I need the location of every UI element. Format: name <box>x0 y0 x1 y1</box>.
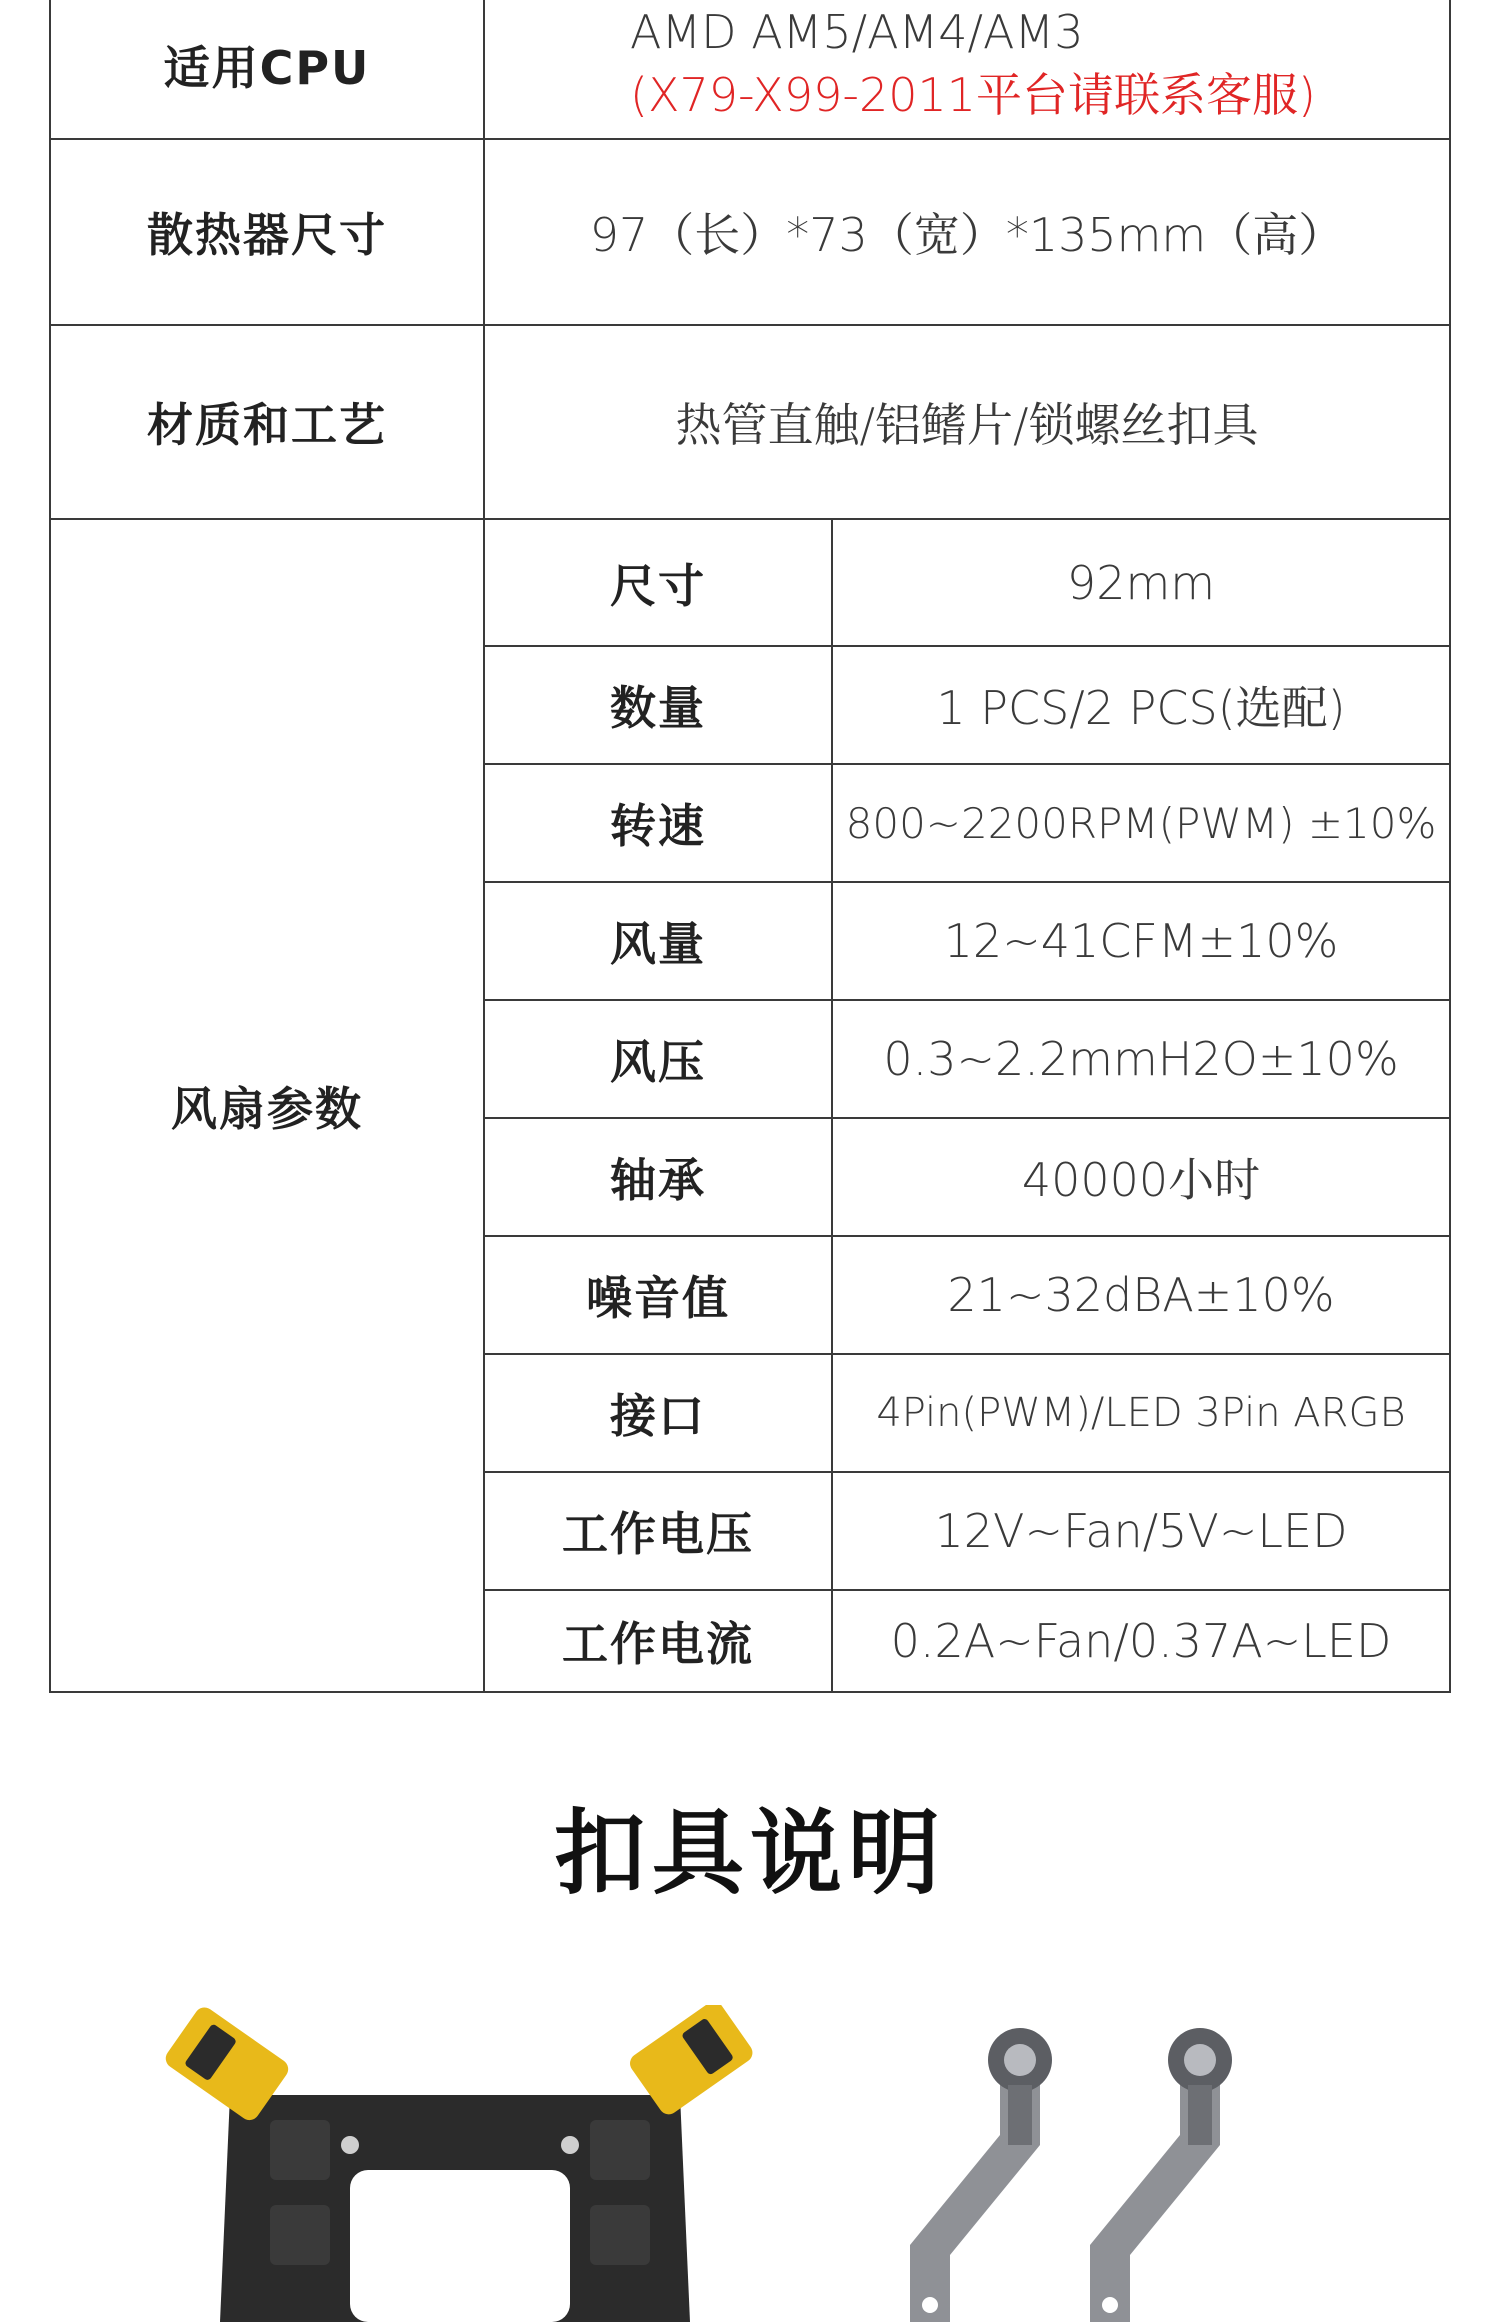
fan-param-value: 21~32dBA±10% <box>832 1236 1450 1354</box>
fan-param-name: 数量 <box>484 646 832 764</box>
fan-param-name: 风压 <box>484 1000 832 1118</box>
table-row <box>50 519 1450 646</box>
fan-param-name: 尺寸 <box>484 519 832 646</box>
fan-param-name: 噪音值 <box>484 1236 832 1354</box>
material-value: 热管直触/铝鳍片/锁螺丝扣具 <box>484 325 1450 519</box>
cpu-value-note: (X79-X99-2011平台请联系客服) <box>630 68 1316 122</box>
fan-param-name: 工作电压 <box>484 1472 832 1590</box>
cpu-value <box>484 0 1450 139</box>
cpu-label: 适用CPU <box>50 0 484 139</box>
table-row-cpu <box>50 0 1450 139</box>
material-label: 材质和工艺 <box>50 325 484 519</box>
fan-param-value: 40000小时 <box>832 1118 1450 1236</box>
amd-bracket-image <box>150 2005 770 2322</box>
fan-param-name: 转速 <box>484 764 832 882</box>
cpu-value-line1: AMD AM5/AM4/AM3 <box>630 5 1084 59</box>
fan-param-name: 接口 <box>484 1354 832 1472</box>
size-label: 散热器尺寸 <box>50 139 484 325</box>
fan-param-name: 风量 <box>484 882 832 1000</box>
table-row-material <box>50 325 1450 519</box>
mounting-bar-left <box>910 2028 1052 2322</box>
fan-param-value: 12V~Fan/5V~LED <box>832 1472 1450 1590</box>
bracket-window <box>350 2170 570 2322</box>
fan-label: 风扇参数 <box>50 519 484 1692</box>
fan-param-value: 0.3~2.2mmH2O±10% <box>832 1000 1450 1118</box>
fan-param-value: 0.2A~Fan/0.37A~LED <box>832 1590 1450 1692</box>
table-row-size <box>50 139 1450 325</box>
fan-param-value: 92mm <box>832 519 1450 646</box>
fan-param-value: 800~2200RPM(PWM) ±10% <box>832 764 1450 882</box>
section-title: 扣具说明 <box>553 1800 946 1907</box>
spec-table <box>49 0 1451 1693</box>
fan-param-name: 工作电流 <box>484 1590 832 1692</box>
mounting-bars-image <box>890 2015 1290 2322</box>
mounting-bar-right <box>1090 2028 1232 2322</box>
size-value: 97（长）*73（宽）*135mm（高） <box>484 139 1450 325</box>
fan-param-value: 12~41CFM±10% <box>832 882 1450 1000</box>
fan-param-name: 轴承 <box>484 1118 832 1236</box>
fan-param-value: 4Pin(PWM)/LED 3Pin ARGB <box>832 1354 1450 1472</box>
fan-param-value: 1 PCS/2 PCS(选配) <box>832 646 1450 764</box>
